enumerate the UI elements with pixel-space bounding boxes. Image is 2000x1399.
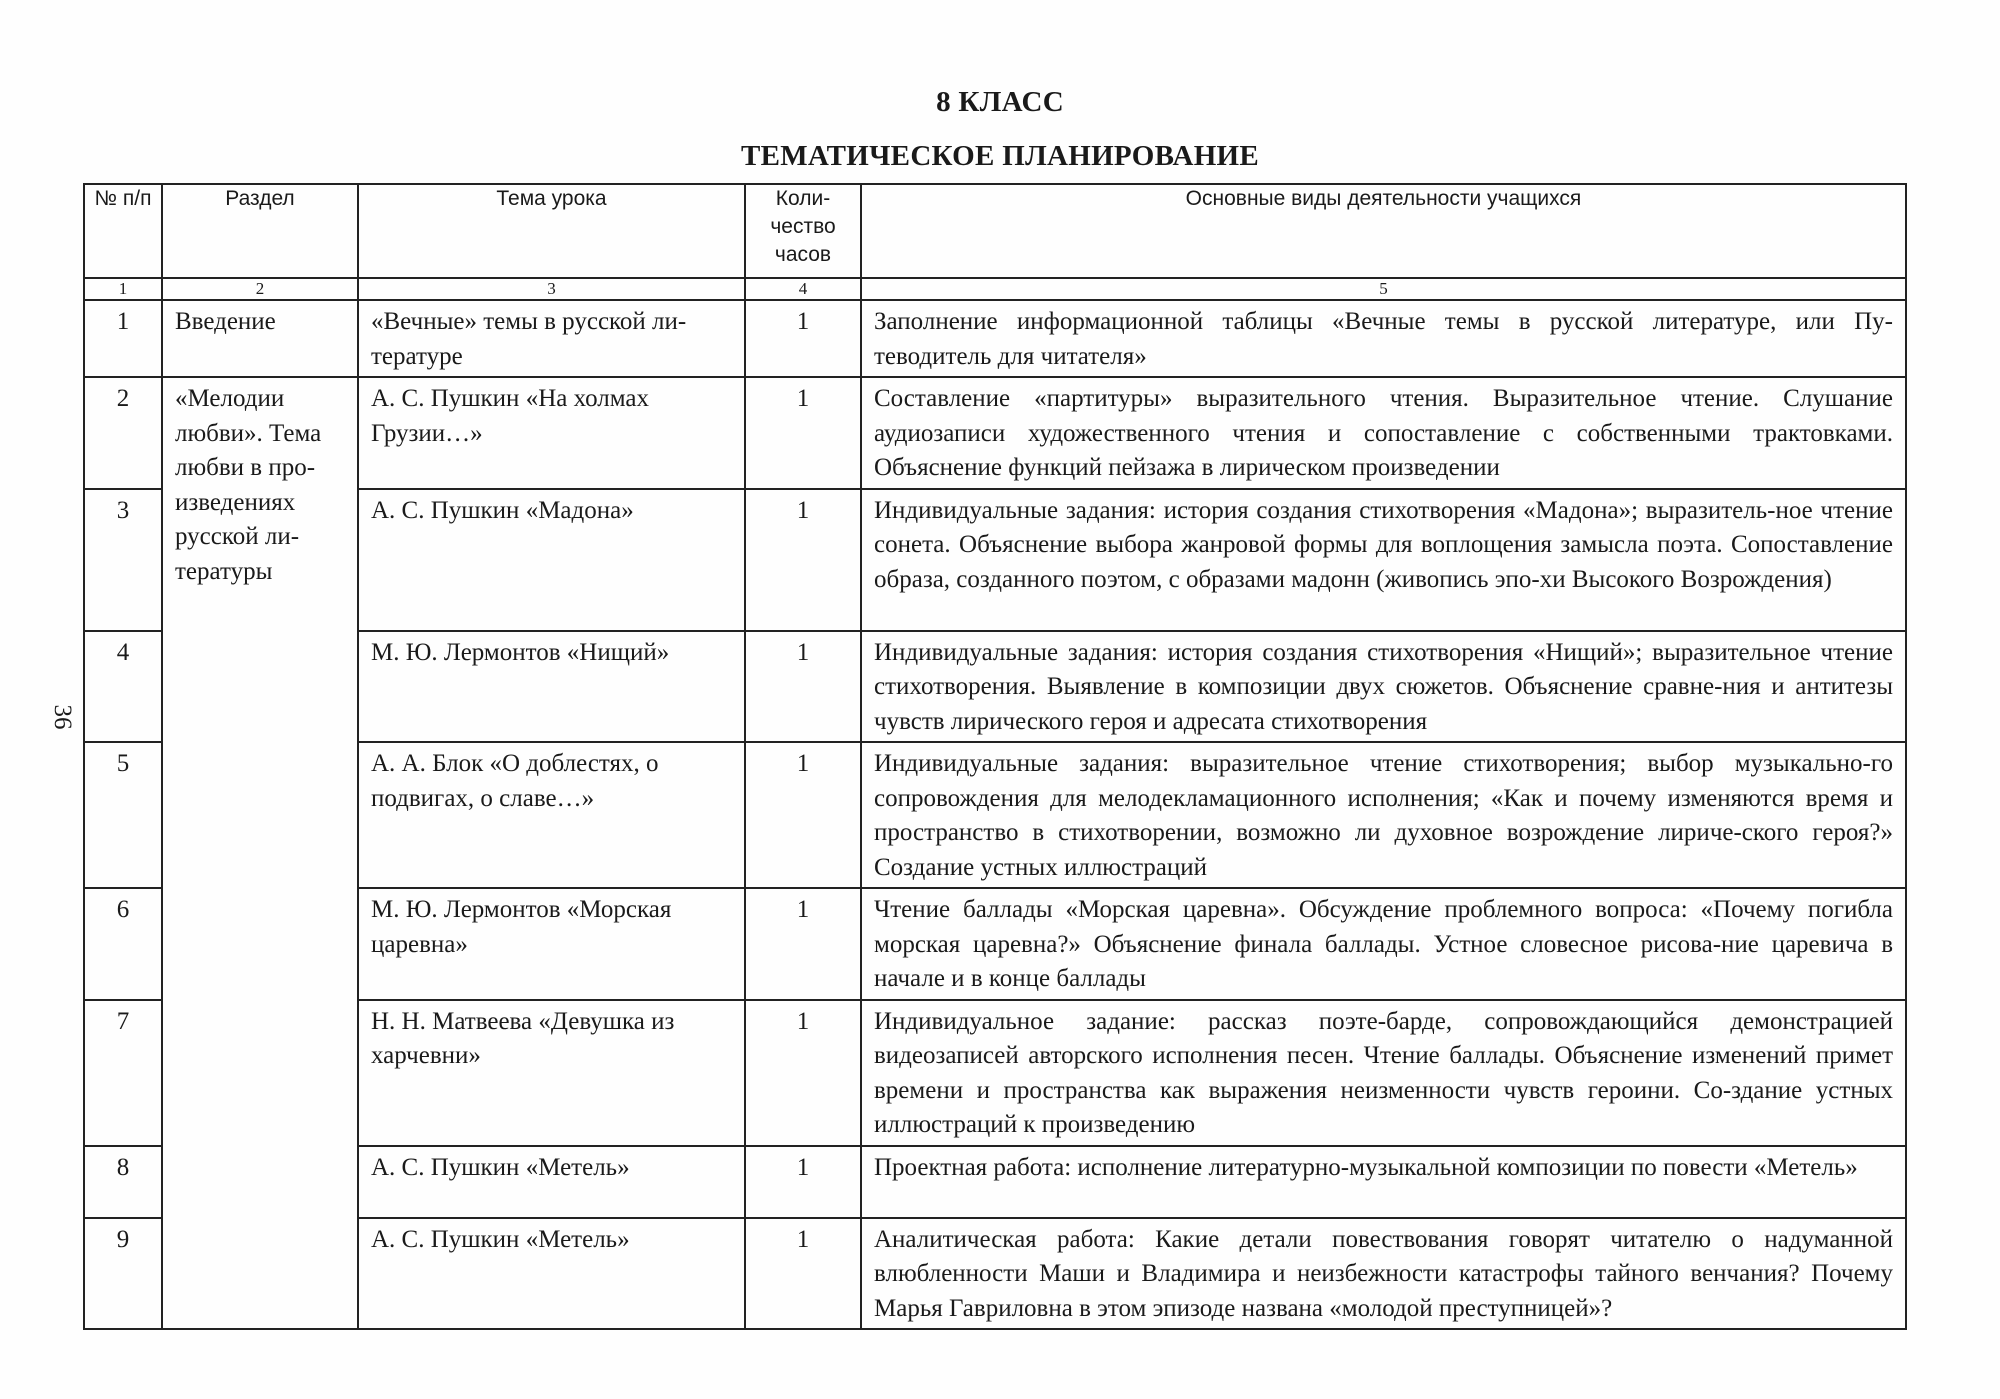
section-cell: Введение (162, 300, 358, 377)
lesson-topic: «Вечные» темы в русской ли-тературе (358, 300, 745, 377)
row-number: 3 (84, 489, 162, 631)
page-number: 36 (49, 704, 76, 730)
activities-cell: Чтение баллады «Морская царевна». Обсуждение проблемного вопроса: «Почему погибла морская царевна?» Объяснение финала баллады. Устное словесное рисова-ние царевича в начале и в конце баллады (861, 888, 1906, 1000)
planning-table (83, 183, 1907, 1330)
column-number: 5 (861, 278, 1906, 300)
hours-cell: 1 (745, 300, 861, 377)
table-row (84, 888, 1906, 1000)
column-number-row (84, 278, 1906, 300)
column-number: 4 (745, 278, 861, 300)
column-number: 1 (84, 278, 162, 300)
section-cell: «Мелодии любви». Тема любви в про-изведениях русской ли-тературы (162, 377, 358, 1329)
table-row (84, 489, 1906, 631)
hours-cell: 1 (745, 1000, 861, 1146)
hours-cell: 1 (745, 631, 861, 743)
row-number: 5 (84, 742, 162, 888)
row-number: 8 (84, 1146, 162, 1218)
header-hours: Коли-чество часов (745, 184, 861, 278)
activities-cell: Заполнение информационной таблицы «Вечные темы в русской литературе, или Пу-теводитель для читателя» (861, 300, 1906, 377)
activities-cell: Индивидуальные задания: выразительное чтение стихотворения; выбор музыкально-го сопровождения для мелодекламационного исполнения; «Как и почему изменяются время и пространство в стихотворении, возможно ли духовное возрождение лириче-ского героя?» Создание устных иллюстраций (861, 742, 1906, 888)
table-row (84, 1146, 1906, 1218)
hours-cell: 1 (745, 1146, 861, 1218)
column-number: 3 (358, 278, 745, 300)
header-section: Раздел (162, 184, 358, 278)
table-row (84, 1218, 1906, 1330)
activities-cell: Проектная работа: исполнение литературно-музыкальной композиции по повести «Метель» (861, 1146, 1906, 1218)
class-title: 8 КЛАСС (936, 86, 1064, 118)
table-row (84, 631, 1906, 743)
activities-cell: Индивидуальные задания: история создания стихотворения «Нищий»; выразительное чтение стихотворения. Выявление в композиции двух сюжетов. Объяснение сравне-ния и антитезы чувств лирического героя и адресата стихотворения (861, 631, 1906, 743)
header-activities: Основные виды деятельности учащихся (861, 184, 1906, 278)
table-row (84, 300, 1906, 377)
header-row (84, 184, 1906, 278)
row-number: 9 (84, 1218, 162, 1330)
row-number: 1 (84, 300, 162, 377)
lesson-topic: М. Ю. Лермонтов «Морская царевна» (358, 888, 745, 1000)
lesson-topic: Н. Н. Матвеева «Девушка из харчевни» (358, 1000, 745, 1146)
lesson-topic: А. А. Блок «О доблестях, о подвигах, о славе…» (358, 742, 745, 888)
table-row (84, 377, 1906, 489)
table-row (84, 742, 1906, 888)
activities-cell: Индивидуальные задания: история создания стихотворения «Мадона»; выразитель-ное чтение сонета. Объяснение выбора жанровой формы для воплощения замысла поэта. Сопоставление образа, созданного поэтом, с образами мадонн (живопись эпо-хи Высокого Возрождения) (861, 489, 1906, 631)
row-number: 2 (84, 377, 162, 489)
activities-cell: Индивидуальное задание: рассказ поэте-барде, сопровождающийся демонстрацией видеозаписей авторского исполнения песен. Чтение баллады. Объяснение изменений примет времени и пространства как выражения неизменности чувств героини. Со-здание устных иллюстраций к произведению (861, 1000, 1906, 1146)
hours-cell: 1 (745, 742, 861, 888)
activities-cell: Составление «партитуры» выразительного чтения. Выразительное чтение. Слушание аудиозаписи художественного чтения и сопоставление с собственными трактовками. Объяснение функций пейзажа в лирическом произведении (861, 377, 1906, 489)
hours-cell: 1 (745, 489, 861, 631)
hours-cell: 1 (745, 1218, 861, 1330)
lesson-topic: А. С. Пушкин «Метель» (358, 1146, 745, 1218)
row-number: 7 (84, 1000, 162, 1146)
header-topic: Тема урока (358, 184, 745, 278)
lesson-topic: А. С. Пушкин «Мадона» (358, 489, 745, 631)
lesson-topic: М. Ю. Лермонтов «Нищий» (358, 631, 745, 743)
hours-cell: 1 (745, 377, 861, 489)
hours-cell: 1 (745, 888, 861, 1000)
activities-cell: Аналитическая работа: Какие детали повествования говорят читателю о надуманной влюбленности Маши и Владимира и неизбежности катастрофы тайного венчания? Почему Марья Гавриловна в этом эпизоде названа «молодой преступницей»? (861, 1218, 1906, 1330)
table-row (84, 1000, 1906, 1146)
lesson-topic: А. С. Пушкин «На холмах Грузии…» (358, 377, 745, 489)
column-number: 2 (162, 278, 358, 300)
row-number: 6 (84, 888, 162, 1000)
row-number: 4 (84, 631, 162, 743)
header-num: № п/п (84, 184, 162, 278)
page-subtitle: ТЕМАТИЧЕСКОЕ ПЛАНИРОВАНИЕ (740, 140, 1260, 172)
lesson-topic: А. С. Пушкин «Метель» (358, 1218, 745, 1330)
